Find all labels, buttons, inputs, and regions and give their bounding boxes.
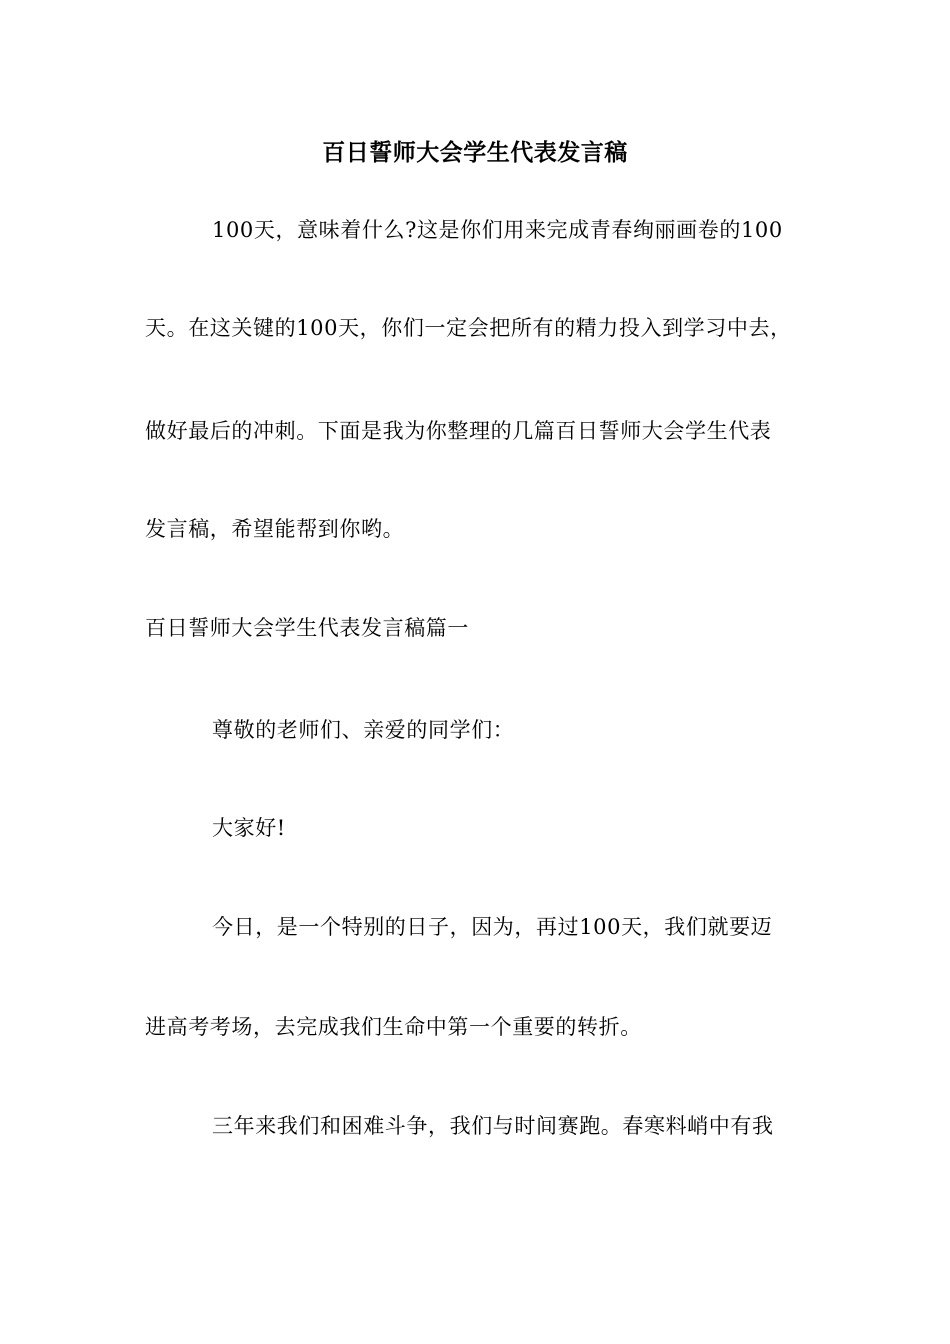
paragraph-line: 今日，是一个特别的日子，因为，再过100天，我们就要迈 [212, 915, 773, 939]
greeting: 大家好! [212, 816, 286, 840]
section-heading: 百日誓师大会学生代表发言稿篇一 [145, 616, 469, 640]
paragraph-line: 进高考考场，去完成我们生命中第一个重要的转折。 [145, 1015, 642, 1039]
document-title: 百日誓师大会学生代表发言稿 [322, 139, 628, 166]
paragraph-line: 100天，意味着什么?这是你们用来完成青春绚丽画卷的100 [212, 218, 783, 242]
paragraph-line: 天。在这关键的100天，你们一定会把所有的精力投入到学习中去， [145, 316, 792, 340]
salutation: 尊敬的老师们、亲爱的同学们： [212, 718, 515, 742]
paragraph-line: 发言稿，希望能帮到你哟。 [145, 517, 405, 541]
paragraph-line: 做好最后的冲刺。下面是我为你整理的几篇百日誓师大会学生代表 [145, 419, 772, 443]
paragraph-line: 三年来我们和困难斗争，我们与时间赛跑。春寒料峭中有我 [212, 1114, 774, 1138]
